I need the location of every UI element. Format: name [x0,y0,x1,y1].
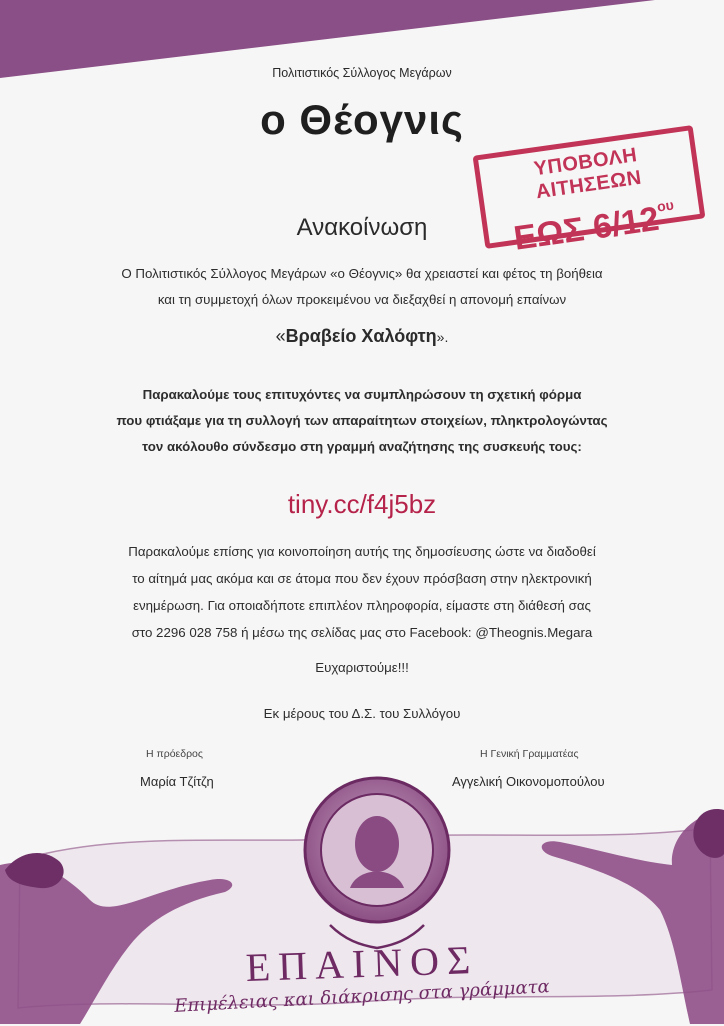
page-title: Ανακοίνωση [296,214,428,241]
thanks-text: Ευχαριστούμε!!! [315,660,409,675]
secretary-name: Αγγελική Οικονομοπούλου [452,774,605,789]
on-behalf-text: Εκ μέρους του Δ.Σ. του Συλλόγου [263,706,461,721]
intro-line-1: Ο Πολιτιστικός Σύλλογος Μεγάρων «ο Θέογνις» θα χρειαστεί και φέτος τη βοήθεια [121,266,603,281]
artwork-subheading: Επιμέλειας και διάκρισης στα γράμματα [173,976,551,1017]
stamp-superscript: ου [655,196,675,215]
intro-line-2: και τη συμμετοχή όλων προκειμένου να διεξαχθεί η απονομή επαίνων [157,292,567,307]
request-line-2: που φτιάξαμε για τη συλλογή των απαραίτητων στοιχείων, πληκτρολογώντας [116,413,608,428]
stamp-line-1: ΥΠΟΒΟΛΗ ΑΙΤΗΣΕΩΝ [532,144,643,204]
artwork-heading: ΕΠΑΙΝΟΣ [244,936,480,991]
seal-portrait [355,816,399,872]
stamp-line-2: ΕΩΣ $6/12^{o\upsilon}$ [511,196,675,258]
form-link[interactable]: tiny.cc/f4j5bz [287,489,437,519]
award-name: «Βραβείο Χαλόφτη». [275,326,449,346]
president-name: Μαρία Τζίτζη [140,774,214,789]
brand-logo-text: ο Θέογνις [260,96,464,143]
share-line-2: το αίτημά μας ακόμα και σε άτομα που δεν έχουν πρόσβαση στην ηλεκτρονική [132,571,592,586]
request-line-1: Παρακαλούμε τους επιτυχόντες να συμπληρώσουν τη σχετική φόρμα [142,387,582,402]
share-line-3: ενημέρωση. Για οποιαδήποτε επιπλέον πληροφορία, είμαστε στη διάθεσή σας [133,598,591,613]
president-role: Η πρόεδρος [146,748,203,760]
share-line-4: στο 2296 028 758 ή μέσω της σελίδας μας στο Facebook: @Theognis.Megara [131,625,593,640]
organization-name: Πολιτιστικός Σύλλογος Μεγάρων [272,66,452,80]
secretary-role: Η Γενική Γραμματέας [480,748,579,760]
share-line-1: Παρακαλούμε επίσης για κοινοποίηση αυτής της δημοσίευσης ώστε να διαδοθεί [128,544,596,559]
request-line-3: τον ακόλουθο σύνδεσμο στη γραμμή αναζήτησης της συσκευής τους: [142,439,582,454]
